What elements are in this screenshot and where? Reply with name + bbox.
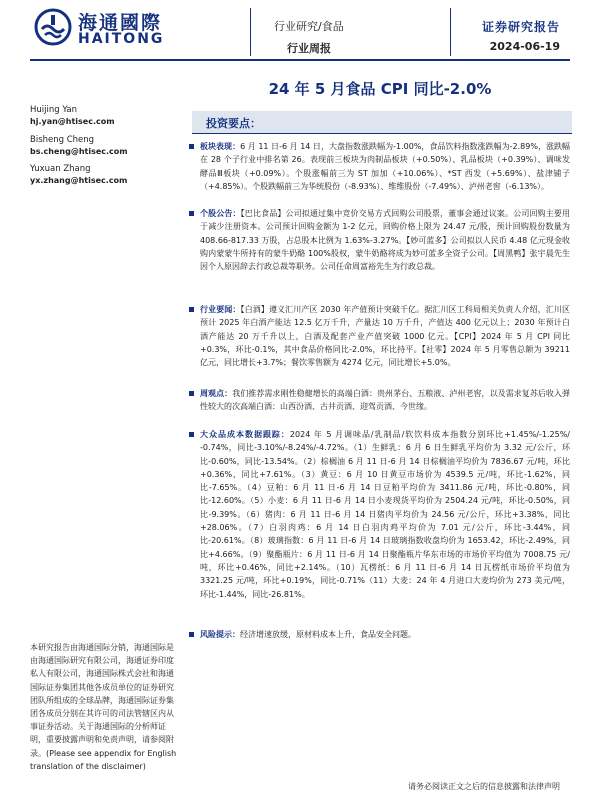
disclaimer: 本研究报告由海通国际分销，海通国际是由海通国际研究有限公司，海通证券印度私人有限公司，海通国际株式会社和海通国际证券集团其他各成员单位的证券研究团队所组成的全球品牌，海通国际证券集团各成员分别在其许可的司法管辖区内从事证券活动。关于海通国际的分析师证明，重要披露声明和免责声明，请参阅附录。(Please see appendix for English translation of the disclaimer) xyxy=(30,643,177,771)
bullet-industry-news xyxy=(200,303,570,369)
report-date: 2024-06-19 xyxy=(489,40,560,53)
bullet-square-icon xyxy=(189,211,194,216)
bullet-sector-performance xyxy=(200,140,570,193)
key-points-title: 投资要点： xyxy=(206,117,261,130)
logo-text-cn: 海通國際 xyxy=(78,12,163,34)
report-type: 行业周报 xyxy=(287,42,331,55)
bullet-square-icon xyxy=(189,632,194,637)
author-email[interactable]: bs.cheng@htisec.com xyxy=(30,147,128,156)
bullet-text: 我们推荐需求刚性稳健增长的高端白酒：贵州茅台、五粮液、泸州老窖，以及需求复苏后收入弹性较大的次高端白酒：山西汾酒、古井贡酒、迎驾贡酒、今世缘。 xyxy=(200,389,571,412)
author-name: Huijing Yan xyxy=(30,105,77,115)
header-rule xyxy=(30,59,570,61)
bullet-label: 板块表现： xyxy=(200,142,241,151)
report-label: 证券研究报告 xyxy=(481,20,560,34)
author-name: Yuxuan Zhang xyxy=(30,164,91,174)
bullet-square-icon xyxy=(189,144,194,149)
author-name: Bisheng Cheng xyxy=(30,135,95,145)
bullet-company-announcements xyxy=(200,207,570,273)
report-category: 行业研究/食品 xyxy=(274,20,344,33)
bullet-square-icon xyxy=(189,432,194,437)
bullet-square-icon xyxy=(189,307,194,312)
haitong-logo-icon xyxy=(34,8,72,46)
author-email[interactable]: hj.yan@htisec.com xyxy=(30,117,115,126)
bullet-square-icon xyxy=(189,391,194,396)
bullet-text: 经济增速放缓，原材料成本上升，食品安全问题。 xyxy=(240,630,416,639)
bullet-label: 大众品成本数据跟踪： xyxy=(200,430,290,439)
bullet-text: 6 月 11 日-6 月 14 日，大盘指数涨跌幅为-1.00%，食品饮料指数涨跌幅为-2.89%，涨跌幅在 28 个子行业中排名第 26。表现前三板块为肉制品板块（+0.50%）、乳品板块（+0.39%）、调味发酵品Ⅲ板块（+0.09%）。个股涨幅前三为 ST 加加（+10.06%）、*ST 西发（+5.69%）、盐津铺子（+4.85%）。个股跌幅前三为华统股份（-8.93%）、维维股份（-7.49%）、泸州老窖（-6.13%）。 xyxy=(200,142,570,191)
author-email[interactable]: yx.zhang@htisec.com xyxy=(30,176,128,185)
report-title: 24 年 5 月食品 CPI 同比-2.0% xyxy=(268,80,492,98)
bullet-risk-warning xyxy=(200,628,570,641)
bullet-label: 个股公告： xyxy=(200,209,241,218)
logo-text-en: HAITONG xyxy=(78,31,165,47)
footer-notice: 请务必阅读正文之后的信息披露和法律声明 xyxy=(408,782,560,791)
header-divider xyxy=(450,8,451,56)
bullet-label: 行业要闻： xyxy=(200,305,241,314)
bullet-label: 风险提示： xyxy=(200,630,240,639)
bullet-cost-tracking xyxy=(200,428,570,601)
key-points-header xyxy=(192,111,572,134)
bullet-label: 周观点： xyxy=(200,389,233,398)
bullet-text: 【白酒】遵义汇川产区 2030 年产值预计突破千亿。据汇川区工科局相关负责人介绍，汇川区预计 2025 年白酒产能达 12.5 亿万千升，产量达 10 万千升，产值达 400 亿元以上；2030 年预计白酒产能达 20 万千升以上，白酒及配套产业产值突破 1000 亿元。【CPI】2024 年 5 月 CPI 同比+0.3%，环比-0.1%，其中食品价格同比-2.0%，环比持平。【社零】2024 年 5 月零售总额为 39211 亿元，同比增长+3.7%；餐饮零售额为 4274 亿元，同比增长+5.0%。 xyxy=(200,305,571,368)
bullet-text: 2024 年 5 月调味品/乳制品/软饮料成本指数分别环比+1.45%/-1.25%/ -0.74%，同比-3.10%/-8.24%/-4.72%。（1）生鲜乳：6 月 6 日生鲜乳平均价为 3.32 元/公斤，环比-0.60%，同比-13.54%。（2）棕榈油 6 月 11 日-6 月 14 日棕榈油平均价为 7836.67 元/吨，环比+0.36%，同比+7.61%。（3）黄豆：6 月 10 日黄豆市场价为 4539.5 元/吨，环比-1.62%，同比-7.65%。（4）豆粕：6 月 11 日-6 月 14 日豆粕平均价为 3411.86 元/吨，环比-0.80%，同比-12.60%。（5）小麦：6 月 11 日-6 月 14 日小麦现货平均价为 2504.24 元/吨，环比-0.50%，同比-9.39%。（6）猪肉：6 月 11 日-6 月 14 日猪肉平均价为 24.56 元/公斤，环比+3.38%，同比+28.06%。（7）白羽肉鸡：6 月 14 日白羽肉鸡平均价为 7.01 元/公斤，环比-3.44%，同比-20.61%。（8）玻璃指数：6 月 11 日-6 月 14 日玻璃指数收盘均价为 1653.42，环比-2.49%，同比+4.66%。（9）聚酯瓶片：6 月 11 日-6 月 14 日聚酯瓶片华东市场的市场价平均值为 7008.75 元/吨，环比+0.46%，同比+2.14%。（10）瓦楞纸：6 月 11 日-6 月 14 日瓦楞纸市场价平均值为 3321.25 元/吨，环比+0.19%，同比-0.71%（11）大麦：24 年 4 月进口大麦均价为 273 美元/吨，环比-1.44%，同比-26.81%。 xyxy=(200,430,570,599)
bullet-weekly-view xyxy=(200,387,570,414)
bullet-text: 【巴比食品】公司拟通过集中竞价交易方式回购公司股票，董事会通过议案。公司回购主要用于减少注册资本。公司预计回购金额为 1-2 亿元，回购价格上限为 24.47 元/股，预计回购股份数量为 408.66-817.33 万股，占总股本比例为 1.63%-3.27%。【妙可蓝多】公司拟以人民币 4.48 亿元现金收购内蒙蒙牛所持有的蒙牛奶酪 100%股权，蒙牛奶酪将成为妙可蓝多全资子公司。【周黑鸭】张宇晨先生因个人原因辞去行政总裁等职务。公司任命周富裕先生为行政总裁。 xyxy=(200,209,571,272)
header-divider xyxy=(250,8,251,56)
